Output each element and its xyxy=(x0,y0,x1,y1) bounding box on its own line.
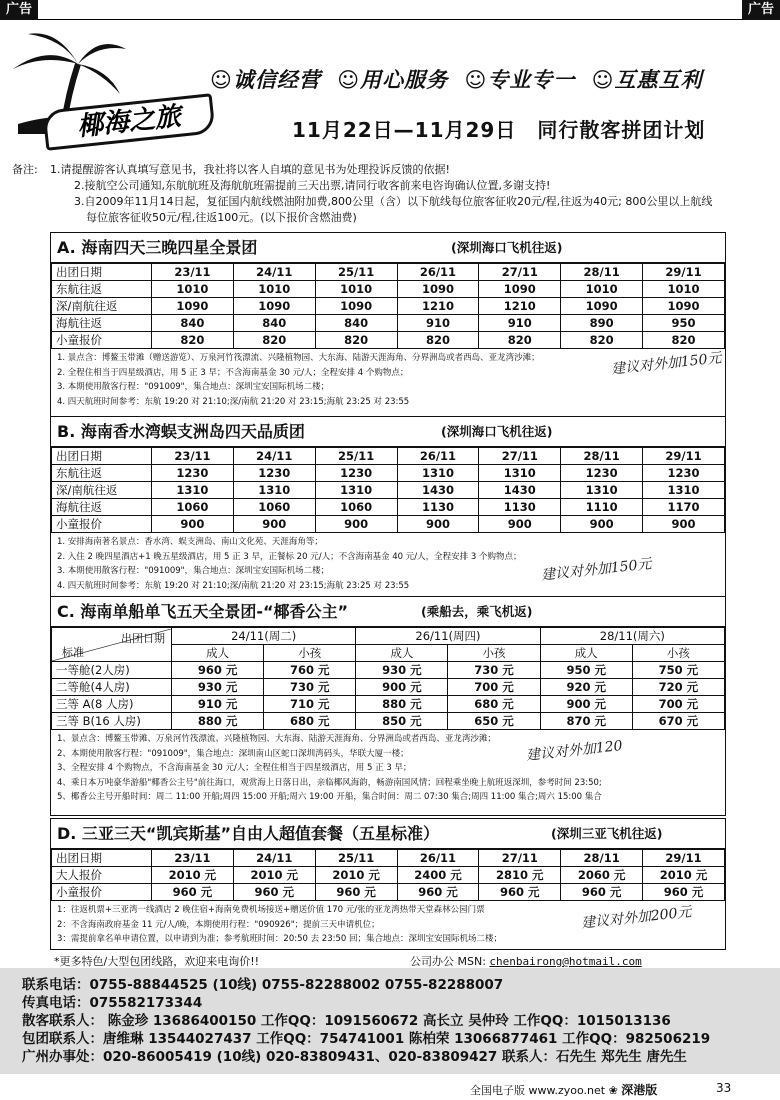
table-cell: 1090 xyxy=(233,298,315,315)
contacts-block xyxy=(0,968,780,1074)
table-cell: 850 元 xyxy=(356,713,448,730)
table-cell: 900 元 xyxy=(356,679,448,696)
table-cell: 2010 元 xyxy=(315,867,397,884)
table-cell: 28/11 xyxy=(561,448,643,465)
table-cell: 900 xyxy=(233,516,315,533)
table-cell: 1310 xyxy=(643,482,725,499)
table-cell: 23/11 xyxy=(152,850,234,867)
table-cell: 24/11(周二) xyxy=(172,628,356,645)
table-row xyxy=(52,499,725,516)
table-cell: 870 元 xyxy=(540,713,632,730)
table-cell: 680 元 xyxy=(264,713,356,730)
section-b-notes: 1. 安排海南著名景点：香水湾、蜈支洲岛、南山文化苑、天涯海角等； 2. 入住 2 晚四星酒店+1 晚五星级酒店，用 5 正 3 早，正餐标 20 元/人；不含海南基金 40 元/人，全程安排 3 个购物点； 3. 本期使用散客行程："091009"，集合地点：深圳宝安国际机场二楼； 4. 四天航班时间参考：东航 19:20 对 21:10;深/南航 21:20 对 23:15;海航 23:25 对 23:55 建议对外加150元 xyxy=(57,537,653,591)
table-cell: 28/11 xyxy=(561,850,643,867)
table-cell: 28/11(周六) xyxy=(540,628,724,645)
table-cell: 成人 xyxy=(356,645,448,662)
brand-logo: 椰海之旅 xyxy=(42,93,215,151)
table-cell: 1060 xyxy=(233,499,315,516)
table-cell: 670 元 xyxy=(632,713,724,730)
section-a-title: A. 海南四天三晚四星全景团 (深圳海口飞机往返) xyxy=(51,233,725,263)
table-header xyxy=(52,850,725,867)
more-routes-note: *更多特色/大型包团线路，欢迎来电询价!! xyxy=(54,955,260,968)
table-cell: 1210 xyxy=(479,298,561,315)
table-cell: 950 xyxy=(643,315,725,332)
note-line: 2.接航空公司通知,东航航班及海航航班需提前三天出票,请同行收客前来电咨询确认位置,多谢支持! xyxy=(74,179,551,192)
note-line: 每位旅客征收50元/程,往返100元。(以下报价含燃油费) xyxy=(86,211,357,224)
slogan: ☺互惠互利 xyxy=(591,68,703,92)
table-cell: 1110 xyxy=(561,499,643,516)
table-cell: 26/11 xyxy=(397,264,479,281)
table-cell: 23/11 xyxy=(152,264,234,281)
table-cell: 25/11 xyxy=(315,448,397,465)
table-cell: 1310 xyxy=(315,482,397,499)
table-cell: 960 元 xyxy=(397,884,479,901)
table-cell: 820 xyxy=(479,332,561,349)
table-cell xyxy=(52,628,172,662)
table-cell: 1010 xyxy=(561,281,643,298)
table-cell: 720 元 xyxy=(632,679,724,696)
table-cell: 1090 xyxy=(561,298,643,315)
table-cell: 960 元 xyxy=(172,662,264,679)
section-b-route: (深圳海口飞机往返) xyxy=(441,424,553,439)
table-cell: 三等 A(8 人房) xyxy=(52,696,172,713)
table-row xyxy=(52,696,725,713)
note-line: 3.自2009年11月14日起，复征国内航线燃油附加费,800公里（含）以下航线每位旅客征收20元/程,往返为40元; 800公里以上航线 xyxy=(74,195,713,208)
table-cell: 820 xyxy=(643,332,725,349)
slogans xyxy=(210,64,711,94)
table-cell: 2010 元 xyxy=(152,867,234,884)
notes xyxy=(4,160,776,236)
contact-line: 散客联系人： 陈金珍 13686400150 工作QQ：1091560672 高长立 吴仲玲 工作QQ：1015013136 xyxy=(22,1013,671,1029)
table-row xyxy=(52,867,725,884)
table-row xyxy=(52,713,725,730)
table-cell: 710 元 xyxy=(264,696,356,713)
slogan: ☺专业专一 xyxy=(464,68,576,92)
table-cell: 出团日期 xyxy=(52,850,152,867)
table-cell: 27/11 xyxy=(479,850,561,867)
table-cell: 680 元 xyxy=(448,696,540,713)
table-cell: 二等舱(4人房) xyxy=(52,679,172,696)
table-cell: 25/11 xyxy=(315,850,397,867)
section-c-route: (乘船去，乘飞机返) xyxy=(421,604,533,619)
table-cell: 1430 xyxy=(479,482,561,499)
msn-contact: 公司办公 MSN: chenbairong@hotmail.com xyxy=(410,955,642,968)
table-cell: 29/11 xyxy=(643,850,725,867)
table-cell: 三等 B(16 人房) xyxy=(52,713,172,730)
footer-site[interactable]: 全国电子版 www.zyoo.net xyxy=(470,1084,606,1097)
table-cell: 1230 xyxy=(561,465,643,482)
table-cell: 1230 xyxy=(315,465,397,482)
table-row xyxy=(52,482,725,499)
section-b-table xyxy=(51,447,725,533)
notes-label: 备注: xyxy=(12,163,38,176)
table-cell: 910 元 xyxy=(172,696,264,713)
table-cell: 成人 xyxy=(172,645,264,662)
msn-link[interactable]: chenbairong@hotmail.com xyxy=(489,955,642,968)
table-cell: 900 xyxy=(479,516,561,533)
table-cell: 27/11 xyxy=(479,264,561,281)
table-cell: 1090 xyxy=(643,298,725,315)
table-cell: 900 xyxy=(397,516,479,533)
table-cell: 900 元 xyxy=(540,696,632,713)
table-row xyxy=(52,884,725,901)
table-cell: 24/11 xyxy=(233,850,315,867)
ad-tag-right: 广告 xyxy=(742,0,780,20)
table-cell: 1230 xyxy=(152,465,234,482)
table-cell: 950 元 xyxy=(540,662,632,679)
table-cell: 900 xyxy=(152,516,234,533)
table-cell: 小童报价 xyxy=(52,332,152,349)
handwritten-note: 建议对外加150元 xyxy=(610,350,723,378)
slogan: ☺用心服务 xyxy=(337,68,449,92)
table-cell: 1230 xyxy=(233,465,315,482)
table-cell: 成人 xyxy=(540,645,632,662)
table-cell: 27/11 xyxy=(479,448,561,465)
corner-cell: 出团日期 标准 xyxy=(52,629,171,661)
table-cell: 730 元 xyxy=(448,662,540,679)
table-cell: 730 元 xyxy=(264,679,356,696)
table-row xyxy=(52,298,725,315)
table-cell: 930 元 xyxy=(172,679,264,696)
table-cell: 23/11 xyxy=(152,448,234,465)
footer-edition: 深港版 xyxy=(621,1083,658,1097)
contact-line: 传真电话：075582173344 xyxy=(22,995,203,1011)
table-cell: 1010 xyxy=(152,281,234,298)
section-b-title: B. 海南香水湾蜈支洲岛四天品质团 (深圳海口飞机往返) xyxy=(51,417,725,447)
table-cell: 820 xyxy=(152,332,234,349)
table-row xyxy=(52,465,725,482)
table-cell: 960 元 xyxy=(315,884,397,901)
table-cell: 26/11 xyxy=(397,448,479,465)
table-cell: 2060 元 xyxy=(561,867,643,884)
table-cell: 1130 xyxy=(397,499,479,516)
table-row xyxy=(52,332,725,349)
section-c-notes: 1、景点含：博鳌玉带滩、万泉河竹筏漂流、兴隆植物园、大东海、陆游天涯海角、分界洲岛或者西岛、亚龙湾沙滩； 2、本期使用散客行程："091009"，集合地点：深圳南山区蛇口深圳湾码头，华联大厦一楼； 3、全程安排 4 个购物点，不含海南基金 30 元/人；全程住相当于四星级酒店，用 5 正 3 早； 4、乘日本万吨豪华游船"椰香公主号"前往海口，观赏海上日落日出，亲临椰风海韵，畅游南国风情；回程乘坐晚上航班返深圳，参考时间 23:50; 5、椰香公主号开船时间：周二 11:00 开船;周四 15:00 开船;周六 19:00 开船，集合时间：周二 07:30 集合;周四 11:00 集合;周六 15:00 集合 建议对外加120 xyxy=(57,734,624,802)
table-cell: 920 元 xyxy=(540,679,632,696)
table-cell: 2010 元 xyxy=(233,867,315,884)
table-cell: 1090 xyxy=(479,281,561,298)
table-cell: 1130 xyxy=(479,499,561,516)
table-cell: 900 xyxy=(643,516,725,533)
table-cell: 深/南航往返 xyxy=(52,482,152,499)
table-cell: 820 xyxy=(315,332,397,349)
table-cell: 1230 xyxy=(643,465,725,482)
handwritten-note: 建议对外加150元 xyxy=(540,556,653,584)
table-cell: 东航往返 xyxy=(52,465,152,482)
handwritten-note: 建议对外加200元 xyxy=(580,904,693,932)
section-c-table xyxy=(51,627,725,730)
section-d-title: D. 三亚三天“凯宾斯基”自由人超值套餐（五星标准） (深圳三亚飞机往返) xyxy=(51,819,725,849)
section-d xyxy=(50,818,726,950)
table-cell: 2810 元 xyxy=(479,867,561,884)
table-cell: 750 元 xyxy=(632,662,724,679)
table-cell: 1430 xyxy=(397,482,479,499)
table-cell: 一等舱(2人房) xyxy=(52,662,172,679)
table-cell: 820 xyxy=(397,332,479,349)
table-cell: 海航往返 xyxy=(52,499,152,516)
table-row xyxy=(52,315,725,332)
table-cell: 小孩 xyxy=(264,645,356,662)
table-cell: 1310 xyxy=(561,482,643,499)
table-cell: 900 xyxy=(315,516,397,533)
top-bar xyxy=(0,0,780,20)
section-a-route: (深圳海口飞机往返) xyxy=(451,240,563,255)
table-row xyxy=(52,281,725,298)
table-cell: 910 xyxy=(479,315,561,332)
table-row xyxy=(52,679,725,696)
table-cell: 960 元 xyxy=(152,884,234,901)
table-cell: 910 xyxy=(397,315,479,332)
table-cell: 820 xyxy=(561,332,643,349)
contact-line: 广州办事处：020-86005419 (10线) 020-83809431、020-83809427 联系人：石先生 郑先生 唐先生 xyxy=(22,1049,687,1065)
table-cell: 东航往返 xyxy=(52,281,152,298)
table-cell: 840 xyxy=(233,315,315,332)
table-cell: 28/11 xyxy=(561,264,643,281)
table-cell: 1170 xyxy=(643,499,725,516)
table-cell: 1090 xyxy=(397,281,479,298)
table-cell: 2400 元 xyxy=(397,867,479,884)
table-cell: 2010 元 xyxy=(643,867,725,884)
table-cell: 960 元 xyxy=(643,884,725,901)
contact-line: 包团联系人：唐维琳 13544027437 工作QQ：754741001 陈柏荣 13066877461 工作QQ：982506219 xyxy=(22,1031,711,1047)
table-cell: 960 元 xyxy=(479,884,561,901)
table-cell: 小孩 xyxy=(632,645,724,662)
section-a-table xyxy=(51,263,725,349)
table-cell: 25/11 xyxy=(315,264,397,281)
section-b xyxy=(50,416,726,598)
table-cell: 29/11 xyxy=(643,264,725,281)
table-cell: 1310 xyxy=(479,465,561,482)
table-cell: 1010 xyxy=(643,281,725,298)
table-cell: 24/11 xyxy=(233,264,315,281)
table-cell: 出团日期 xyxy=(52,264,152,281)
section-a xyxy=(50,232,726,418)
table-cell: 820 xyxy=(233,332,315,349)
table-header xyxy=(52,448,725,465)
table-cell: 880 元 xyxy=(172,713,264,730)
table-cell: 1210 xyxy=(397,298,479,315)
table-cell: 24/11 xyxy=(233,448,315,465)
page-number: 33 xyxy=(716,1081,732,1095)
table-cell: 1010 xyxy=(233,281,315,298)
table-cell: 小童报价 xyxy=(52,516,152,533)
table-cell: 大人报价 xyxy=(52,867,152,884)
footer: 全国电子版 www.zyoo.net ❀ 深港版 xyxy=(470,1083,658,1097)
table-cell: 840 xyxy=(152,315,234,332)
table-cell: 930 元 xyxy=(356,662,448,679)
table-cell: 深/南航往返 xyxy=(52,298,152,315)
table-cell: 1310 xyxy=(233,482,315,499)
table-cell: 880 元 xyxy=(356,696,448,713)
section-c xyxy=(50,596,726,816)
table-cell: 700 元 xyxy=(632,696,724,713)
handwritten-note: 建议对外加120 xyxy=(525,737,624,765)
table-cell: 26/11(周四) xyxy=(356,628,540,645)
table-cell: 1310 xyxy=(397,465,479,482)
note-line: 1.请提醒游客认真填写意见书，我社将以客人自填的意见书为处理投诉反馈的依据! xyxy=(50,163,450,176)
table-cell: 26/11 xyxy=(397,850,479,867)
table-cell: 1090 xyxy=(315,298,397,315)
table-cell: 960 元 xyxy=(233,884,315,901)
section-d-route: (深圳三亚飞机往返) xyxy=(551,826,663,841)
table-header xyxy=(52,264,725,281)
table-header xyxy=(52,628,725,645)
table-cell: 1060 xyxy=(315,499,397,516)
table-cell: 小孩 xyxy=(448,645,540,662)
table-cell: 1010 xyxy=(315,281,397,298)
slogan: ☺诚信经营 xyxy=(210,68,321,92)
table-cell: 1310 xyxy=(152,482,234,499)
table-cell: 760 元 xyxy=(264,662,356,679)
table-cell: 840 xyxy=(315,315,397,332)
table-cell: 29/11 xyxy=(643,448,725,465)
section-d-notes: 1：往返机票+三亚湾一线酒店 2 晚住宿+海南免费机场接送+赠送价值 170 元/张的亚龙湾热带天堂森林公园门票 2：不含海南政府基金 11 元/人/晚，本期使用行程："090926"；提前三天申请机位； 3：需提前拿名单申请位置，以申请到为准；参考航班时间：20:50 去 23:50 回；集合地点：深圳宝安国际机场二楼； 建议对外加200元 xyxy=(57,904,693,944)
table-cell: 1090 xyxy=(152,298,234,315)
table-cell: 1060 xyxy=(152,499,234,516)
section-d-table xyxy=(51,849,725,901)
table-cell: 900 xyxy=(561,516,643,533)
table-cell: 海航往返 xyxy=(52,315,152,332)
ad-tag-left: 广告 xyxy=(0,0,38,20)
table-cell: 960 元 xyxy=(561,884,643,901)
table-cell: 小童报价 xyxy=(52,884,152,901)
table-row xyxy=(52,662,725,679)
contact-line: 联系电话：0755-88844525 (10线) 0755-82288002 0755-82288007 xyxy=(22,977,504,993)
section-a-notes: 1. 景点含：博鳌玉带滩（赠送游览）、万泉河竹筏漂流、兴隆植物园、大东海、陆游天涯海角、分界洲岛或者西岛、亚龙湾沙滩； 2. 全程住相当于四星级酒店，用 5 正 3 早；不含海南基金 30 元/人；全程安排 4 个购物点； 3. 本期使用散客行程："091009"，集合地点：深圳宝安国际机场二楼； 4. 四天航班时间参考：东航 19:20 对 21:10;深/南航 21:20 对 23:15;海航 23:25 对 23:55 建议对外加150元 xyxy=(57,350,723,407)
table-cell: 出团日期 xyxy=(52,448,152,465)
section-c-title: C. 海南单船单飞五天全景团-“椰香公主” (乘船去，乘飞机返) xyxy=(51,597,725,627)
table-row xyxy=(52,516,725,533)
page-title: 11月22日—11月29日 同行散客拼团计划 xyxy=(292,118,706,142)
table-cell: 650 元 xyxy=(448,713,540,730)
table-cell: 890 xyxy=(561,315,643,332)
table-cell: 700 元 xyxy=(448,679,540,696)
